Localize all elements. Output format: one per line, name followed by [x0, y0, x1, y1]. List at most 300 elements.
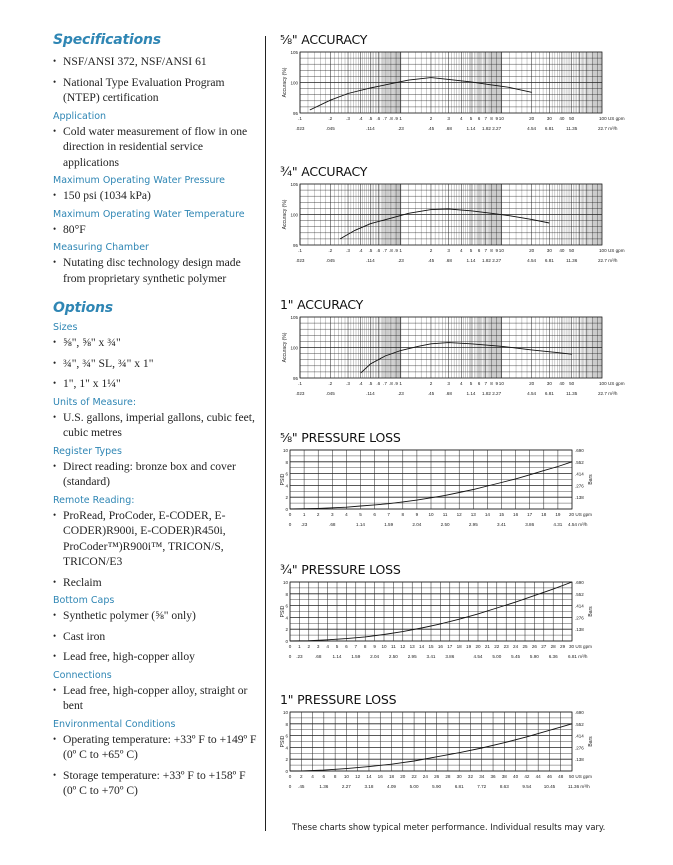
- x-tick-label: .2: [328, 381, 333, 386]
- spec-bullet: • Nutating disc technology design made from proprietary synthetic polymer: [53, 255, 258, 286]
- x-tick-label: 11: [442, 512, 448, 517]
- x-tick-label: 15: [498, 512, 505, 517]
- x2-tick-label: 5.90: [529, 654, 539, 659]
- y2-axis-label: Bars: [588, 474, 594, 485]
- specifications-heading: Specifications: [53, 32, 161, 48]
- x-tick-label: 8: [490, 116, 493, 121]
- x-tick-label: 32: [467, 774, 474, 779]
- x-tick-label: 30: [546, 381, 552, 386]
- x-tick-label: 21: [484, 644, 490, 649]
- x2-tick-label: 5.45: [511, 654, 521, 659]
- x-tick-label: 40: [559, 381, 565, 386]
- x2-tick-label: 3.41: [497, 522, 506, 527]
- spec-bullet: • National Type Evaluation Program (NTEP) certification: [53, 75, 258, 106]
- x-tick-label: 17: [447, 644, 453, 649]
- x2-tick-label: 1.59: [384, 522, 394, 527]
- x-tick-label: 19: [555, 512, 561, 517]
- y2-tick-label: .552: [575, 459, 584, 465]
- spec-bullet: • 1", 1" x 1¼": [53, 376, 258, 392]
- x-tick-label: 9: [495, 381, 499, 386]
- x2-tick-label: 5.90: [432, 784, 442, 789]
- spec-bullet: • 80°F: [53, 222, 258, 238]
- x2-tick-label: 1.14: [466, 258, 476, 263]
- x2-tick-label: .23: [300, 522, 308, 527]
- x2-tick-label: 11.36: [566, 258, 578, 263]
- x-tick-label: 10: [498, 116, 504, 121]
- y2-tick-label: .138: [575, 627, 584, 633]
- x-tick-label: 25: [522, 644, 528, 649]
- x-tick-label: 50: [569, 381, 575, 386]
- x-tick-label: 0: [288, 644, 292, 649]
- y2-tick-label: .690: [575, 448, 584, 453]
- x2-tick-label: .23: [397, 391, 404, 396]
- x2-tick-label: 6.81: [454, 784, 464, 789]
- x2-tick-label: 2.04: [370, 654, 380, 659]
- x-tick-label: 16: [437, 644, 443, 649]
- x-tick-label: 48: [558, 774, 564, 779]
- y-tick-label: 10: [282, 710, 288, 715]
- spec-bullet: • U.S. gallons, imperial gallons, cubic feet, cubic metres: [53, 410, 258, 441]
- section-heading: Application: [53, 110, 107, 122]
- x2-tick-label: .45: [427, 391, 435, 396]
- x2-tick-label: 0: [288, 784, 292, 789]
- x2-tick-label: 3.86: [445, 654, 455, 659]
- y-axis-label: Accuracy (%): [282, 199, 288, 230]
- x2-tick-label: 11.36 m³/h: [568, 784, 590, 789]
- x2-tick-label: 1.82 2.27: [481, 258, 502, 263]
- y-tick-label: 95: [292, 376, 298, 381]
- chart: [280, 32, 645, 154]
- x-tick-label: 10: [428, 512, 434, 517]
- x-tick-label: 24: [513, 644, 519, 649]
- x-tick-label: .7: [383, 248, 387, 253]
- y2-tick-label: .552: [575, 721, 584, 727]
- y-tick-label: 4: [285, 745, 288, 751]
- x-tick-label: 1: [399, 116, 402, 121]
- x2-tick-label: 2.50: [440, 522, 450, 527]
- x-tick-label: 22: [411, 774, 417, 779]
- x-tick-label: 46: [546, 774, 553, 779]
- x-tick-label: 20: [529, 248, 535, 253]
- x-tick-label: 5: [359, 512, 362, 517]
- x2-tick-label: 2.95: [407, 654, 417, 659]
- x-tick-label: 3: [447, 381, 450, 386]
- x-tick-label: 10: [381, 644, 387, 649]
- x-tick-label: 19: [466, 644, 472, 649]
- x-tick-label: 0: [288, 774, 292, 779]
- x-tick-label: .2: [328, 116, 333, 121]
- section-heading: Units of Measure:: [53, 396, 137, 408]
- x-tick-label: 24: [422, 774, 428, 779]
- chart: [280, 692, 645, 814]
- x-tick-label: 9: [495, 116, 499, 121]
- y-tick-label: 2: [285, 627, 288, 633]
- x-tick-label: 50: [569, 248, 575, 253]
- x-tick-label: .5: [368, 116, 373, 121]
- x2-tick-label: .45: [298, 784, 305, 789]
- y-tick-label: 105: [290, 50, 298, 55]
- y-tick-label: 100: [290, 345, 298, 351]
- x2-tick-label: .68: [315, 654, 322, 659]
- x-tick-label: 7: [484, 381, 488, 386]
- y-tick-label: 8: [285, 591, 288, 597]
- y2-tick-label: .552: [575, 591, 584, 597]
- x-tick-label: 14: [484, 512, 490, 517]
- options-heading: Options: [53, 300, 113, 316]
- y-tick-label: 0: [285, 769, 288, 774]
- chart-title: 1" PRESSURE LOSS: [280, 692, 397, 707]
- section-heading: Environmental Conditions: [53, 718, 176, 730]
- x-tick-label: 29: [560, 644, 566, 649]
- x2-tick-label: .68: [445, 391, 452, 396]
- spec-bullet: • Operating temperature: +33º F to +149º F (0º C to +65º C): [53, 732, 258, 763]
- x-tick-label: 18: [456, 644, 462, 649]
- section-heading: Measuring Chamber: [53, 242, 149, 253]
- spec-bullet: • Cold water measurement of flow in one direction in residential service applications: [53, 124, 258, 171]
- x-tick-label: 18: [541, 512, 547, 517]
- x-tick-label: 28: [550, 644, 556, 649]
- y-tick-label: 0: [285, 639, 288, 644]
- x-tick-label: 10: [498, 381, 504, 386]
- x-tick-label: 11: [391, 644, 396, 649]
- x2-tick-label: .68: [329, 522, 336, 527]
- y-tick-label: 8: [285, 721, 288, 727]
- y-tick-label: 100: [290, 80, 298, 86]
- x2-tick-label: .45: [427, 258, 435, 263]
- x-tick-label: 44: [535, 774, 541, 779]
- x-tick-label: 13: [470, 512, 476, 517]
- x-tick-label: 2: [316, 512, 320, 517]
- x2-tick-label: 11.35: [566, 391, 578, 396]
- x2-tick-label: 4.54: [527, 391, 537, 396]
- chart-title: ⅝" ACCURACY: [280, 32, 368, 47]
- x2-tick-label: 22.7 m³/h: [598, 126, 618, 131]
- x2-tick-label: 4.54 m³/h: [568, 522, 588, 527]
- x-tick-label: 1: [302, 512, 306, 517]
- x-tick-label: 36: [490, 774, 496, 779]
- x-tick-label: 20: [475, 644, 481, 649]
- x-tick-label: .3: [346, 381, 350, 386]
- x-tick-label: 18: [388, 774, 395, 779]
- chart-title: 1" ACCURACY: [280, 297, 364, 312]
- x2-tick-label: 0: [288, 654, 292, 659]
- y2-tick-label: .690: [575, 580, 584, 585]
- x-tick-label: 8: [490, 381, 493, 386]
- x-tick-label: 9: [415, 512, 419, 517]
- x2-tick-label: .68: [445, 258, 452, 263]
- chart-svg: [280, 709, 645, 809]
- x-tick-label: 2: [429, 248, 433, 253]
- x-tick-label: .2: [328, 248, 333, 253]
- y-tick-label: 95: [292, 111, 298, 116]
- x-tick-label: 13: [409, 644, 415, 649]
- series-line: [340, 209, 549, 239]
- x-tick-label: 2: [429, 116, 433, 121]
- x-tick-label: .6: [376, 248, 381, 253]
- x-tick-label: 38: [501, 774, 507, 779]
- x2-tick-label: 4.54: [473, 654, 483, 659]
- x-tick-label: 1: [298, 644, 301, 649]
- x-tick-label: 30: [456, 774, 462, 779]
- x-tick-label: 20: [529, 116, 535, 121]
- chart: [280, 164, 645, 286]
- x-tick-label: .7: [383, 116, 387, 121]
- x2-tick-label: 22.7 m³/h: [598, 258, 618, 263]
- spec-bullet: • Direct reading: bronze box and cover (standard): [53, 459, 258, 490]
- chart-svg: [280, 579, 645, 679]
- y-tick-label: 0: [285, 507, 288, 512]
- x2-tick-label: 9.54: [522, 784, 532, 789]
- x-tick-label: .4: [358, 248, 363, 253]
- x-tick-label: 23: [503, 644, 509, 649]
- y-tick-label: 10: [282, 448, 288, 453]
- y-tick-label: 4: [285, 615, 288, 621]
- x-tick-label: 28: [445, 774, 451, 779]
- x2-tick-label: 1.59: [351, 654, 361, 659]
- y2-tick-label: .276: [575, 745, 584, 751]
- x-tick-label: 15: [428, 644, 434, 649]
- x-tick-label: 100 US gpm: [599, 381, 625, 386]
- x2-tick-label: .045: [325, 391, 335, 396]
- x-tick-label: 7: [354, 644, 358, 649]
- x-tick-label: 0: [288, 512, 292, 517]
- x-tick-label: 50: [569, 116, 575, 121]
- x-tick-label: 12: [456, 512, 462, 517]
- x2-tick-label: 1.14: [332, 654, 342, 659]
- spec-bullet: • Lead free, high-copper alloy: [53, 649, 258, 665]
- charts-disclaimer: These charts show typical meter performance. Individual results may vary.: [292, 822, 606, 832]
- chart-title: ¾" PRESSURE LOSS: [280, 562, 401, 577]
- x2-tick-label: .114: [366, 258, 375, 263]
- x-tick-label: 9: [495, 248, 499, 253]
- section-heading: Connections: [53, 669, 112, 681]
- x-tick-label: .9: [394, 381, 398, 386]
- y-tick-label: 8: [285, 459, 288, 465]
- x-tick-label: 100 US gpm: [599, 248, 625, 253]
- x-tick-label: 40: [513, 774, 519, 779]
- x-tick-label: 30: [546, 116, 552, 121]
- x2-tick-label: 6.81: [544, 258, 554, 263]
- chart-title: ¾" ACCURACY: [280, 164, 368, 179]
- x-tick-label: 5: [469, 381, 473, 386]
- chart: [280, 297, 645, 419]
- x-tick-label: 7: [484, 116, 488, 121]
- x2-tick-label: 2.27: [341, 784, 351, 789]
- x-tick-label: .8: [388, 381, 393, 386]
- x-tick-label: 6: [477, 248, 481, 253]
- x2-tick-label: .023: [295, 258, 305, 263]
- x-tick-label: 3: [447, 116, 450, 121]
- x-tick-label: .9: [394, 116, 398, 121]
- x-tick-label: 20 US gpm: [569, 512, 592, 517]
- x2-tick-label: 1.14: [466, 391, 476, 396]
- x-tick-label: 7: [387, 512, 390, 517]
- spec-bullet: • Lead free, high-copper alloy, straight or bent: [53, 683, 258, 714]
- x2-tick-label: 4.54: [527, 126, 537, 131]
- x-tick-label: 27: [541, 644, 547, 649]
- x2-tick-label: 4.09: [387, 784, 396, 789]
- x-tick-label: 9: [373, 644, 376, 649]
- y2-tick-label: .276: [575, 615, 584, 621]
- x-tick-label: .4: [358, 116, 363, 121]
- x-tick-label: .9: [394, 248, 398, 253]
- y-tick-label: 10: [282, 580, 288, 585]
- x2-tick-label: .45: [427, 126, 435, 131]
- x2-tick-label: 6.81: [544, 391, 554, 396]
- chart-title: ⅝" PRESSURE LOSS: [280, 430, 401, 445]
- x2-tick-label: 10.45: [543, 784, 556, 789]
- x2-tick-label: .23: [397, 258, 404, 263]
- y-tick-label: 6: [285, 471, 288, 477]
- x-tick-label: 5: [469, 116, 473, 121]
- x-tick-label: .5: [368, 381, 373, 386]
- x-tick-label: 6: [322, 774, 326, 779]
- x-tick-label: 8: [363, 644, 367, 649]
- x-tick-label: .5: [368, 248, 373, 253]
- y-axis-label: Accuracy (%): [282, 332, 288, 363]
- x-tick-label: 12: [355, 774, 361, 779]
- y2-tick-label: .414: [575, 603, 584, 609]
- x2-tick-label: 7.72: [477, 784, 487, 789]
- y-axis-label: PSID: [280, 605, 286, 618]
- x2-tick-label: 6.36: [548, 654, 558, 659]
- x2-tick-label: 2.50: [388, 654, 398, 659]
- y-tick-label: 2: [285, 495, 288, 501]
- x-tick-label: 4: [459, 116, 463, 121]
- y2-axis-label: Bars: [588, 606, 594, 617]
- y-tick-label: 2: [285, 757, 288, 763]
- x-tick-label: 3: [331, 512, 334, 517]
- x-tick-label: 5: [469, 248, 473, 253]
- y-tick-label: 95: [292, 243, 298, 248]
- x2-tick-label: 3.41: [426, 654, 436, 659]
- x-tick-label: 2: [429, 381, 433, 386]
- x2-tick-label: 0: [288, 522, 292, 527]
- spec-bullet: • NSF/ANSI 372, NSF/ANSI 61: [53, 54, 258, 70]
- x-tick-label: 4: [459, 248, 463, 253]
- x-tick-label: .7: [383, 381, 387, 386]
- x2-tick-label: 1.82 2.27: [481, 126, 502, 131]
- x-tick-label: 42: [524, 774, 530, 779]
- x-tick-label: 16: [513, 512, 519, 517]
- x-tick-label: 4: [311, 774, 314, 779]
- x-tick-label: 6: [345, 644, 348, 649]
- x-tick-label: 4: [459, 381, 463, 386]
- x2-tick-label: 1.36: [319, 784, 329, 789]
- x-tick-label: 2: [299, 774, 303, 779]
- x-tick-label: 4: [345, 512, 348, 517]
- y2-axis-label: Bars: [588, 736, 594, 747]
- x-tick-label: 3: [316, 644, 320, 649]
- x2-tick-label: 8.63: [499, 784, 509, 789]
- x-tick-label: 6: [477, 381, 481, 386]
- x-tick-label: 12: [400, 644, 406, 649]
- specs-column: [53, 32, 258, 804]
- y2-tick-label: .138: [575, 495, 584, 501]
- y-tick-label: 105: [290, 182, 298, 187]
- x-tick-label: 1: [399, 381, 402, 386]
- x-tick-label: 17: [527, 512, 533, 517]
- x-tick-label: 8: [490, 248, 493, 253]
- x-tick-label: 40: [559, 248, 565, 253]
- x-tick-label: 2: [307, 644, 311, 649]
- x2-tick-label: .023: [295, 391, 305, 396]
- y-tick-label: 6: [285, 603, 288, 609]
- y2-tick-label: .276: [575, 483, 584, 489]
- section-heading: Sizes: [53, 322, 78, 333]
- section-heading: Bottom Caps: [53, 595, 115, 606]
- section-heading: Register Types: [53, 445, 122, 457]
- y-axis-label: Accuracy (%): [282, 67, 288, 98]
- x-tick-label: 16: [377, 774, 383, 779]
- x2-tick-label: .68: [445, 126, 452, 131]
- spec-bullet: • Reclaim: [53, 575, 258, 591]
- section-heading: Remote Reading:: [53, 494, 135, 506]
- section-heading: Maximum Operating Water Temperature: [53, 208, 245, 220]
- y2-tick-label: .414: [575, 733, 584, 739]
- x-tick-label: 20: [400, 774, 406, 779]
- x-tick-label: 20: [529, 381, 535, 386]
- y-tick-label: 4: [285, 483, 288, 489]
- x2-tick-label: .23: [296, 654, 303, 659]
- y-axis-label: PSID: [280, 735, 286, 748]
- x-tick-label: 30 US gpm: [569, 644, 592, 649]
- x2-tick-label: 11.35: [566, 126, 578, 131]
- x2-tick-label: .23: [397, 126, 404, 131]
- x-tick-label: 8: [333, 774, 337, 779]
- x-tick-label: .3: [346, 248, 350, 253]
- spec-bullet: • ⅝", ⅝" x ¾": [53, 335, 258, 351]
- section-heading: Maximum Operating Water Pressure: [53, 175, 226, 186]
- x-tick-label: 30: [546, 248, 552, 253]
- x-tick-label: 5: [335, 644, 339, 649]
- spec-bullet: • Cast iron: [53, 629, 258, 645]
- x-tick-label: 4: [326, 644, 329, 649]
- x2-tick-label: 2.95: [468, 522, 478, 527]
- x-tick-label: 6: [477, 116, 481, 121]
- x-tick-label: 14: [419, 644, 425, 649]
- x2-tick-label: 4.31: [553, 522, 563, 527]
- x-tick-label: .6: [376, 381, 381, 386]
- chart: [280, 562, 645, 684]
- x-tick-label: .8: [388, 116, 393, 121]
- x-tick-label: .1: [298, 381, 302, 386]
- spec-bullet: • ¾", ¾" SL, ¾" x 1": [53, 356, 258, 372]
- x-tick-label: 8: [401, 512, 405, 517]
- x2-tick-label: 1.82 2.27: [481, 391, 502, 396]
- x-tick-label: 7: [484, 248, 488, 253]
- y-tick-label: 105: [290, 315, 298, 320]
- spec-bullet: • ProRead, ProCoder, E-CODER, E-CODER)R900i, E-CODER)R450i, ProCoder™)R900i™, TRICON/S, TRICON/E3: [53, 508, 258, 570]
- x-tick-label: 100 US gpm: [599, 116, 625, 121]
- x2-tick-label: .045: [325, 258, 335, 263]
- y-tick-label: 100: [290, 212, 298, 218]
- x2-tick-label: 6.81: [544, 126, 554, 131]
- x-tick-label: 14: [366, 774, 372, 779]
- x2-tick-label: 3.86: [525, 522, 535, 527]
- x-tick-label: 3: [447, 248, 450, 253]
- x-tick-label: 22: [494, 644, 500, 649]
- x-tick-label: 10: [343, 774, 349, 779]
- chart-svg: [280, 49, 645, 149]
- x-tick-label: .1: [298, 248, 302, 253]
- y-axis-label: PSID: [280, 473, 286, 486]
- x2-tick-label: 1.14: [466, 126, 476, 131]
- chart: [280, 430, 645, 552]
- x-tick-label: .1: [298, 116, 302, 121]
- x2-tick-label: 6.81 m³/h: [568, 654, 588, 659]
- column-divider: [265, 36, 266, 831]
